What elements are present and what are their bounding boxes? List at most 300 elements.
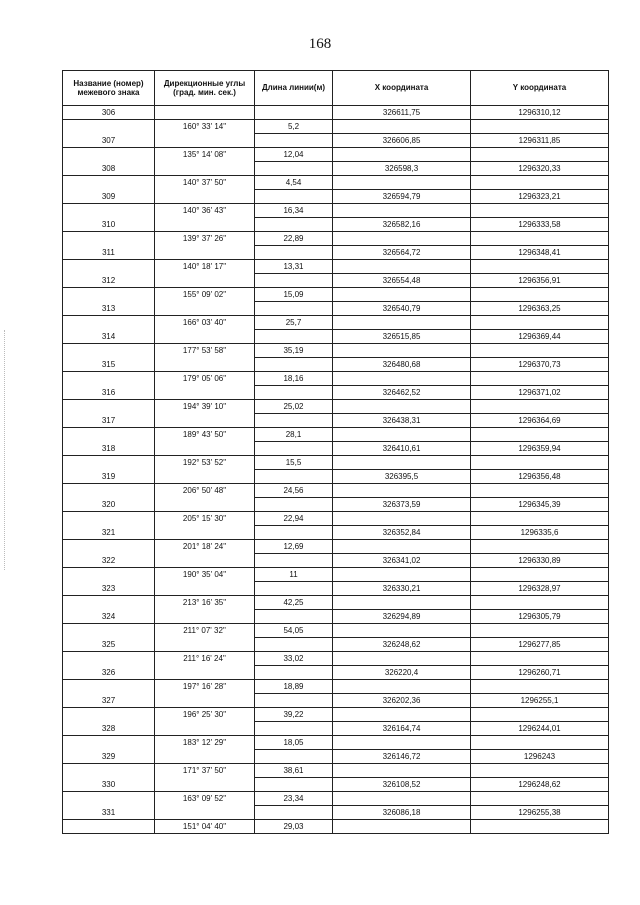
empty-x-cell [333, 260, 471, 274]
empty-length-cell [255, 610, 333, 624]
line-length: 29,03 [255, 820, 333, 834]
point-name: 318 [63, 442, 155, 456]
point-name: 308 [63, 162, 155, 176]
x-coordinate: 326594,79 [333, 190, 471, 204]
x-coordinate: 326352,84 [333, 526, 471, 540]
line-length: 12,69 [255, 540, 333, 554]
y-coordinate: 1296348,41 [471, 246, 609, 260]
empty-length-cell [255, 106, 333, 120]
header-angle: Дирекционные углы (град. мин. сек.) [155, 71, 255, 106]
empty-name-cell [63, 176, 155, 190]
empty-name-cell [63, 372, 155, 386]
empty-angle-cell [155, 302, 255, 316]
point-name: 321 [63, 526, 155, 540]
table-row [63, 568, 609, 582]
direction-angle: 151° 04' 40" [155, 820, 255, 834]
table-row [63, 358, 609, 372]
line-length: 15,09 [255, 288, 333, 302]
direction-angle: 155° 09' 02" [155, 288, 255, 302]
empty-name-cell [63, 764, 155, 778]
line-length: 18,05 [255, 736, 333, 750]
empty-y-cell [471, 344, 609, 358]
empty-angle-cell [155, 274, 255, 288]
table-body [63, 106, 609, 834]
table-row [63, 456, 609, 470]
empty-length-cell [255, 666, 333, 680]
direction-angle: 205° 15' 30" [155, 512, 255, 526]
table-row [63, 750, 609, 764]
x-coordinate: 326248,62 [333, 638, 471, 652]
y-coordinate: 1296244,01 [471, 722, 609, 736]
empty-y-cell [471, 316, 609, 330]
empty-length-cell [255, 358, 333, 372]
line-length: 5,2 [255, 120, 333, 134]
empty-length-cell [255, 638, 333, 652]
x-coordinate: 326410,61 [333, 442, 471, 456]
x-coordinate: 326515,85 [333, 330, 471, 344]
direction-angle: 211° 07' 32" [155, 624, 255, 638]
y-coordinate: 1296255,1 [471, 694, 609, 708]
direction-angle: 140° 37' 50" [155, 176, 255, 190]
empty-x-cell [333, 316, 471, 330]
empty-name-cell [63, 232, 155, 246]
empty-name-cell [63, 568, 155, 582]
point-name: 331 [63, 806, 155, 820]
empty-name-cell [63, 792, 155, 806]
empty-length-cell [255, 722, 333, 736]
empty-length-cell [255, 246, 333, 260]
point-name: 329 [63, 750, 155, 764]
empty-angle-cell [155, 470, 255, 484]
x-coordinate: 326146,72 [333, 750, 471, 764]
empty-angle-cell [155, 526, 255, 540]
empty-name-cell [63, 316, 155, 330]
empty-length-cell [255, 470, 333, 484]
empty-name-cell [63, 820, 155, 834]
line-length: 11 [255, 568, 333, 582]
y-coordinate: 1296333,58 [471, 218, 609, 232]
point-name: 315 [63, 358, 155, 372]
empty-x-cell [333, 596, 471, 610]
point-name: 307 [63, 134, 155, 148]
empty-name-cell [63, 400, 155, 414]
empty-length-cell [255, 330, 333, 344]
empty-x-cell [333, 176, 471, 190]
empty-angle-cell [155, 134, 255, 148]
line-length: 23,34 [255, 792, 333, 806]
y-coordinate: 1296255,38 [471, 806, 609, 820]
empty-x-cell [333, 624, 471, 638]
empty-y-cell [471, 176, 609, 190]
empty-angle-cell [155, 162, 255, 176]
empty-length-cell [255, 750, 333, 764]
empty-length-cell [255, 442, 333, 456]
y-coordinate: 1296370,73 [471, 358, 609, 372]
y-coordinate: 1296248,62 [471, 778, 609, 792]
direction-angle: 166° 03' 40" [155, 316, 255, 330]
table-row [63, 218, 609, 232]
direction-angle: 135° 14' 08" [155, 148, 255, 162]
table-row [63, 624, 609, 638]
empty-y-cell [471, 540, 609, 554]
empty-x-cell [333, 792, 471, 806]
point-name: 316 [63, 386, 155, 400]
empty-x-cell [333, 820, 471, 834]
point-name: 314 [63, 330, 155, 344]
x-coordinate: 326108,52 [333, 778, 471, 792]
line-length: 22,89 [255, 232, 333, 246]
empty-angle-cell [155, 414, 255, 428]
table-row [63, 820, 609, 834]
x-coordinate: 326582,16 [333, 218, 471, 232]
line-length: 16,34 [255, 204, 333, 218]
x-coordinate: 326554,48 [333, 274, 471, 288]
empty-angle-cell [155, 694, 255, 708]
x-coordinate: 326395,5 [333, 470, 471, 484]
empty-length-cell [255, 526, 333, 540]
point-name: 323 [63, 582, 155, 596]
empty-x-cell [333, 120, 471, 134]
empty-angle-cell [155, 722, 255, 736]
empty-length-cell [255, 582, 333, 596]
empty-y-cell [471, 624, 609, 638]
empty-angle-cell [155, 190, 255, 204]
x-coordinate: 326202,36 [333, 694, 471, 708]
empty-name-cell [63, 652, 155, 666]
empty-length-cell [255, 554, 333, 568]
empty-y-cell [471, 120, 609, 134]
y-coordinate: 1296277,85 [471, 638, 609, 652]
x-coordinate: 326086,18 [333, 806, 471, 820]
table-row [63, 680, 609, 694]
empty-name-cell [63, 736, 155, 750]
direction-angle: 211° 16' 24" [155, 652, 255, 666]
page-number: 168 [308, 36, 332, 52]
empty-angle-cell [155, 666, 255, 680]
empty-x-cell [333, 344, 471, 358]
line-length: 54,05 [255, 624, 333, 638]
table-header-row [63, 71, 609, 106]
header-y: Y координата [471, 71, 609, 106]
table-row [63, 176, 609, 190]
empty-y-cell [471, 568, 609, 582]
direction-angle: 213° 16' 35" [155, 596, 255, 610]
empty-angle-cell [155, 750, 255, 764]
y-coordinate: 1296243 [471, 750, 609, 764]
x-coordinate: 326462,52 [333, 386, 471, 400]
direction-angle: 139° 37' 26" [155, 232, 255, 246]
direction-angle: 201° 18' 24" [155, 540, 255, 554]
direction-angle: 140° 18' 17" [155, 260, 255, 274]
line-length: 18,16 [255, 372, 333, 386]
direction-angle: 206° 50' 48" [155, 484, 255, 498]
empty-x-cell [333, 708, 471, 722]
point-name: 324 [63, 610, 155, 624]
x-coordinate: 326330,21 [333, 582, 471, 596]
table-row [63, 764, 609, 778]
empty-x-cell [333, 232, 471, 246]
empty-y-cell [471, 680, 609, 694]
x-coordinate: 326564,72 [333, 246, 471, 260]
empty-y-cell [471, 288, 609, 302]
table-row [63, 106, 609, 120]
x-coordinate: 326294,89 [333, 610, 471, 624]
empty-y-cell [471, 372, 609, 386]
empty-x-cell [333, 148, 471, 162]
line-length: 35,19 [255, 344, 333, 358]
table-row [63, 722, 609, 736]
table-row [63, 596, 609, 610]
direction-angle: 163° 09' 52" [155, 792, 255, 806]
table-row [63, 526, 609, 540]
point-name: 312 [63, 274, 155, 288]
line-length: 12,04 [255, 148, 333, 162]
table-row [63, 694, 609, 708]
empty-name-cell [63, 288, 155, 302]
table-row [63, 246, 609, 260]
empty-x-cell [333, 484, 471, 498]
empty-x-cell [333, 568, 471, 582]
empty-name-cell [63, 540, 155, 554]
empty-length-cell [255, 134, 333, 148]
empty-y-cell [471, 764, 609, 778]
table-row [63, 344, 609, 358]
empty-length-cell [255, 806, 333, 820]
table-row [63, 666, 609, 680]
direction-angle: 196° 25' 30" [155, 708, 255, 722]
table-row [63, 288, 609, 302]
y-coordinate: 1296345,39 [471, 498, 609, 512]
empty-angle-cell [155, 358, 255, 372]
point-name: 309 [63, 190, 155, 204]
empty-angle-cell [155, 582, 255, 596]
empty-y-cell [471, 512, 609, 526]
empty-length-cell [255, 778, 333, 792]
x-coordinate: 326611,75 [333, 106, 471, 120]
table-row [63, 470, 609, 484]
y-coordinate: 1296323,21 [471, 190, 609, 204]
y-coordinate: 1296328,97 [471, 582, 609, 596]
empty-y-cell [471, 428, 609, 442]
y-coordinate: 1296311,85 [471, 134, 609, 148]
y-coordinate: 1296363,25 [471, 302, 609, 316]
empty-y-cell [471, 484, 609, 498]
y-coordinate: 1296364,69 [471, 414, 609, 428]
line-length: 42,25 [255, 596, 333, 610]
empty-x-cell [333, 204, 471, 218]
x-coordinate: 326438,31 [333, 414, 471, 428]
point-name: 330 [63, 778, 155, 792]
line-length: 4,54 [255, 176, 333, 190]
point-name: 326 [63, 666, 155, 680]
line-length: 24,56 [255, 484, 333, 498]
empty-angle-cell [155, 638, 255, 652]
empty-angle-cell [155, 498, 255, 512]
empty-name-cell [63, 428, 155, 442]
empty-name-cell [63, 624, 155, 638]
line-length: 15,5 [255, 456, 333, 470]
empty-angle-cell [155, 806, 255, 820]
empty-length-cell [255, 190, 333, 204]
empty-name-cell [63, 260, 155, 274]
empty-length-cell [255, 414, 333, 428]
empty-x-cell [333, 372, 471, 386]
x-coordinate: 326220,4 [333, 666, 471, 680]
empty-y-cell [471, 736, 609, 750]
table-row [63, 386, 609, 400]
empty-name-cell [63, 204, 155, 218]
direction-angle: 197° 16' 28" [155, 680, 255, 694]
table-row [63, 792, 609, 806]
direction-angle: 160° 33' 14" [155, 120, 255, 134]
direction-angle: 177° 53' 58" [155, 344, 255, 358]
empty-angle-cell [155, 778, 255, 792]
empty-length-cell [255, 162, 333, 176]
table-row [63, 316, 609, 330]
table-row [63, 204, 609, 218]
point-name: 306 [63, 106, 155, 120]
table-row [63, 232, 609, 246]
empty-angle-cell [155, 554, 255, 568]
y-coordinate: 1296359,94 [471, 442, 609, 456]
line-length: 25,7 [255, 316, 333, 330]
table-row [63, 190, 609, 204]
point-name: 327 [63, 694, 155, 708]
y-coordinate: 1296305,79 [471, 610, 609, 624]
line-length: 22,94 [255, 512, 333, 526]
direction-angle: 189° 43' 50" [155, 428, 255, 442]
empty-angle-cell [155, 610, 255, 624]
line-length: 18,89 [255, 680, 333, 694]
point-name: 328 [63, 722, 155, 736]
point-name: 317 [63, 414, 155, 428]
empty-angle-cell [155, 106, 255, 120]
table-row [63, 134, 609, 148]
line-length: 38,61 [255, 764, 333, 778]
empty-name-cell [63, 596, 155, 610]
line-length: 13,31 [255, 260, 333, 274]
y-coordinate: 1296330,89 [471, 554, 609, 568]
table-row [63, 162, 609, 176]
table-row [63, 400, 609, 414]
empty-y-cell [471, 148, 609, 162]
empty-name-cell [63, 680, 155, 694]
empty-y-cell [471, 204, 609, 218]
table-row [63, 442, 609, 456]
empty-angle-cell [155, 246, 255, 260]
x-coordinate: 326598,3 [333, 162, 471, 176]
table-row [63, 554, 609, 568]
table-row [63, 274, 609, 288]
y-coordinate: 1296310,12 [471, 106, 609, 120]
line-length: 25,02 [255, 400, 333, 414]
empty-name-cell [63, 512, 155, 526]
empty-x-cell [333, 456, 471, 470]
empty-name-cell [63, 456, 155, 470]
point-name: 313 [63, 302, 155, 316]
point-name: 320 [63, 498, 155, 512]
table-row [63, 806, 609, 820]
empty-x-cell [333, 736, 471, 750]
empty-x-cell [333, 400, 471, 414]
point-name: 319 [63, 470, 155, 484]
table-row [63, 736, 609, 750]
point-name: 322 [63, 554, 155, 568]
table-row [63, 414, 609, 428]
empty-x-cell [333, 512, 471, 526]
empty-y-cell [471, 596, 609, 610]
empty-angle-cell [155, 218, 255, 232]
empty-length-cell [255, 274, 333, 288]
empty-x-cell [333, 428, 471, 442]
table-row [63, 708, 609, 722]
y-coordinate: 1296356,91 [471, 274, 609, 288]
table-row [63, 778, 609, 792]
y-coordinate: 1296369,44 [471, 330, 609, 344]
point-name: 310 [63, 218, 155, 232]
empty-length-cell [255, 218, 333, 232]
empty-x-cell [333, 764, 471, 778]
empty-name-cell [63, 708, 155, 722]
direction-angle: 179° 05' 06" [155, 372, 255, 386]
table-row [63, 652, 609, 666]
empty-y-cell [471, 260, 609, 274]
x-coordinate: 326373,59 [333, 498, 471, 512]
x-coordinate: 326606,85 [333, 134, 471, 148]
x-coordinate: 326540,79 [333, 302, 471, 316]
empty-y-cell [471, 792, 609, 806]
table-row [63, 428, 609, 442]
direction-angle: 194° 39' 10" [155, 400, 255, 414]
empty-y-cell [471, 400, 609, 414]
direction-angle: 140° 36' 43" [155, 204, 255, 218]
table-row [63, 148, 609, 162]
direction-angle: 190° 35' 04" [155, 568, 255, 582]
empty-angle-cell [155, 442, 255, 456]
table-row [63, 540, 609, 554]
table-row [63, 610, 609, 624]
table-row [63, 582, 609, 596]
table-row [63, 372, 609, 386]
empty-length-cell [255, 386, 333, 400]
empty-x-cell [333, 652, 471, 666]
table-row [63, 638, 609, 652]
table-row [63, 484, 609, 498]
line-length: 33,02 [255, 652, 333, 666]
empty-y-cell [471, 708, 609, 722]
empty-x-cell [333, 680, 471, 694]
y-coordinate: 1296371,02 [471, 386, 609, 400]
table-row [63, 512, 609, 526]
y-coordinate: 1296260,71 [471, 666, 609, 680]
empty-name-cell [63, 484, 155, 498]
table-row [63, 260, 609, 274]
header-x: X координата [333, 71, 471, 106]
empty-y-cell [471, 820, 609, 834]
table-row [63, 330, 609, 344]
y-coordinate: 1296320,33 [471, 162, 609, 176]
line-length: 28,1 [255, 428, 333, 442]
point-name: 311 [63, 246, 155, 260]
table-row [63, 120, 609, 134]
empty-name-cell [63, 120, 155, 134]
header-name: Название (номер) межевого знака [63, 71, 155, 106]
empty-angle-cell [155, 386, 255, 400]
header-length: Длина линии(м) [255, 71, 333, 106]
empty-length-cell [255, 302, 333, 316]
x-coordinate: 326480,68 [333, 358, 471, 372]
empty-y-cell [471, 652, 609, 666]
